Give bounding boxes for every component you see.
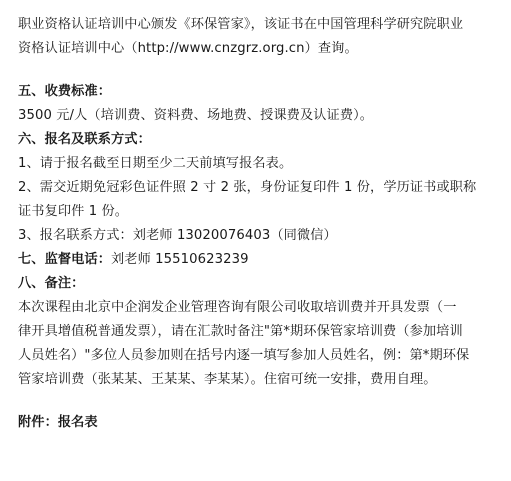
notes-heading: 八、备注：	[18, 276, 85, 291]
supervision-heading: 七、监督电话：	[18, 252, 112, 267]
fee-text: 3500 元/人（培训费、资料费、场地费、授课费及认证费）。	[18, 108, 374, 123]
notes-line-3: 人员姓名）"多位人员参加则在括号内逐一填写参加人员姓名，例：第*期环保	[18, 348, 470, 363]
top-spacer	[18, 0, 501, 13]
intro-line-1: 职业资格认证培训中心颁发《环保管家》，该证书在中国管理科学研究院职业	[18, 17, 464, 32]
notes-line-2: 律开具增值税普通发票），请在汇款时备注"第*期环保管家培训费（参加培训	[18, 324, 463, 339]
intro-line-2: 资格认证培训中心（http://www.cnzgrz.org.cn）查询。	[18, 41, 358, 56]
section-gap-2	[18, 392, 501, 411]
registration-item-2-line-1: 2、需交近期免冠彩色证件照 2 寸 2 张，身份证复印件 1 份，学历证书或职称	[18, 180, 477, 195]
supervision-text: 刘老师 15510623239	[111, 252, 249, 267]
registration-item-3: 3、报名联系方式：刘老师 13020076403（同微信）	[18, 228, 337, 243]
supervision-line	[18, 248, 501, 272]
registration-heading: 六、报名及联系方式：	[18, 132, 151, 147]
section-gap	[18, 61, 501, 80]
registration-item-2-line-2: 证书复印件 1 份。	[18, 204, 129, 219]
attachment-text: 附件：报名表	[18, 415, 98, 430]
notes-line-1: 本次课程由北京中企润发企业管理咨询有限公司收取培训费并开具发票（一	[18, 300, 457, 315]
registration-item-1: 1、请于报名截至日期至少二天前填写报名表。	[18, 156, 293, 171]
fee-heading: 五、收费标准：	[18, 84, 112, 99]
notes-line-4: 管家培训费（张某某、王某某、李某某）。住宿可统一安排，费用自理。	[18, 372, 437, 387]
